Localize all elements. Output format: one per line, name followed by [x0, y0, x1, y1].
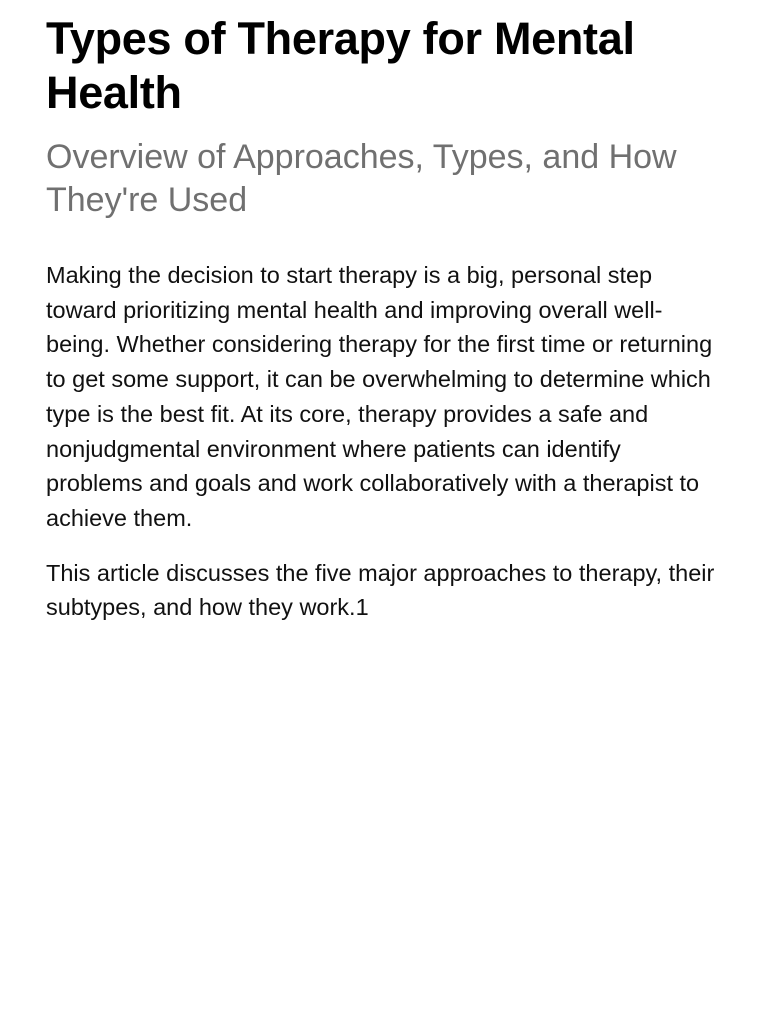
article-paragraph-overview: This article discusses the five major approaches to therapy, their subtypes, and how they work.1 — [46, 559, 715, 621]
article-subtitle: Overview of Approaches, Types, and How They're Used — [46, 138, 677, 219]
article-title: Types of Therapy for Mental Health — [46, 13, 635, 118]
article-body — [46, 258, 722, 625]
article-paragraph-intro: Making the decision to start therapy is a big, personal step toward prioritizing mental health and improving overall well-being. Whether considering therapy for the first time or returning to get some support, it can be overwhelming to determine which type is the best fit. At its core, therapy provides a safe and nonjudgmental environment where patients can identify problems and goals and work collaboratively with a therapist to achieve them. — [46, 262, 713, 531]
